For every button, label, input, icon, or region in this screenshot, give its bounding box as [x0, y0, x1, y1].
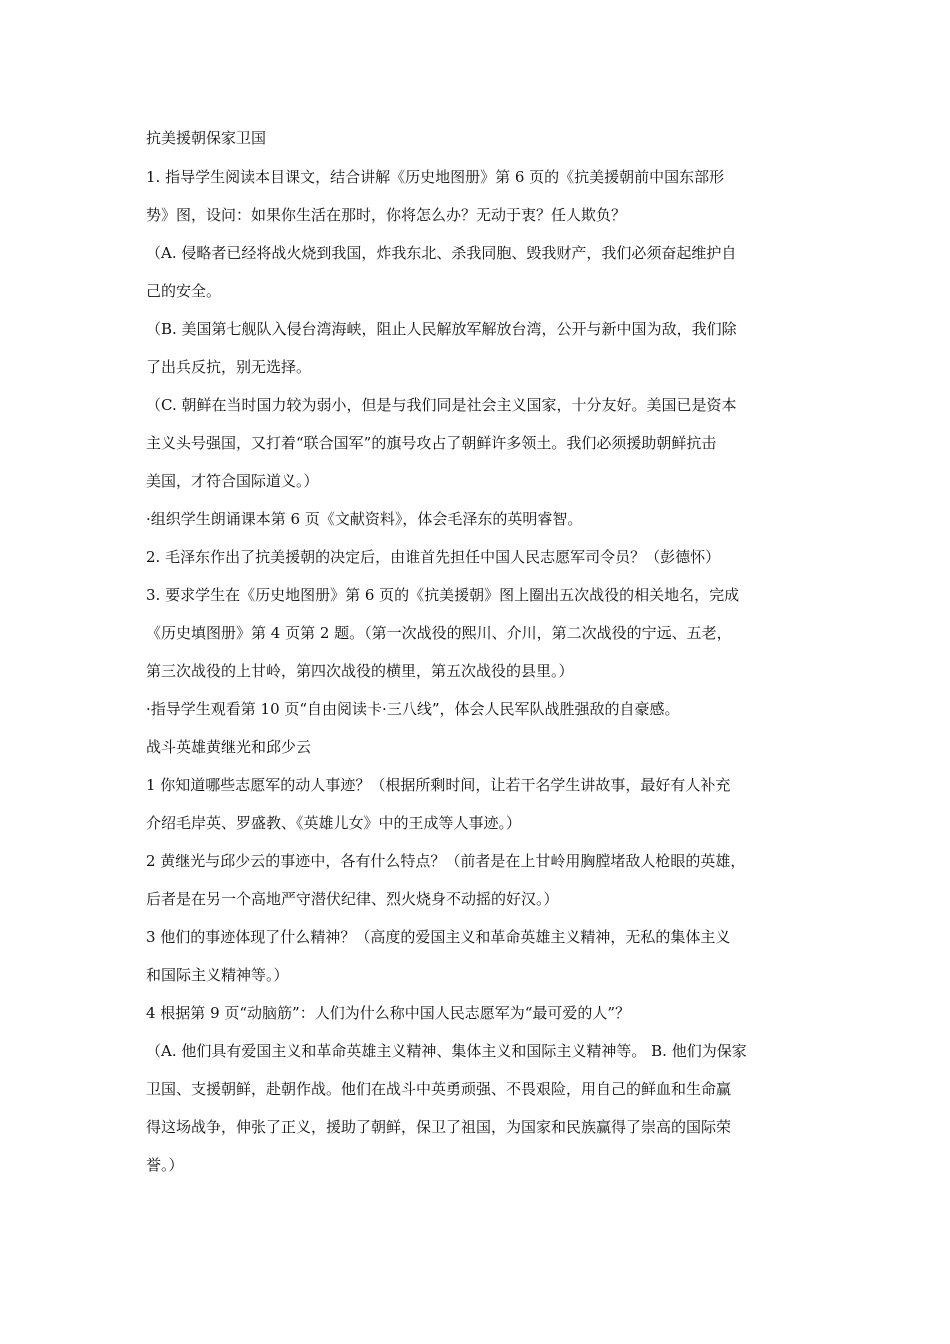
- text-line: 和国际主义精神等。）: [146, 966, 289, 984]
- text-line: 势》图，设问：如果你生活在那时，你将怎么办？无动于衷？任人欺负？: [146, 206, 627, 224]
- text-line: 1. 指导学生阅读本目课文，结合讲解《历史地图册》第 6 页的《抗美援朝前中国东部形: [146, 168, 725, 186]
- text-line: 得这场战争，伸张了正义，援助了朝鲜，保卫了祖国，为国家和民族赢得了崇高的国际荣: [146, 1118, 732, 1136]
- text-line: 2. 毛泽东作出了抗美援朝的决定后，由谁首先担任中国人民志愿军司令员？（彭德怀）: [146, 548, 721, 566]
- text-line: 己的安全。: [146, 282, 222, 300]
- text-line: ·指导学生观看第 10 页“自由阅读卡·三八线”，体会人民军队战胜强敌的自豪感。: [146, 700, 680, 718]
- text-line: 主义头号强国，又打着“联合国军”的旗号攻占了朝鲜许多领土。我们必须援助朝鲜抗击: [146, 434, 717, 452]
- text-line: 《历史填图册》第 4 页第 2 题。（第一次战役的熙川、介川，第二次战役的宁远、五老，: [146, 624, 732, 642]
- text-line: 卫国、支援朝鲜，赴朝作战。他们在战斗中英勇顽强、不畏艰险，用自己的鲜血和生命赢: [146, 1080, 732, 1098]
- text-line: 了出兵反抗，别无选择。: [146, 358, 312, 376]
- text-line: （A. 他们具有爱国主义和革命英雄主义精神、集体主义和国际主义精神等。 B. 他们为保家: [146, 1042, 747, 1060]
- text-line: （C. 朝鲜在当时国力较为弱小，但是与我们同是社会主义国家，十分友好。美国已是资本: [146, 396, 737, 414]
- text-line: 介绍毛岸英、罗盛教、《英雄儿女》中的王成等人事迹。）: [146, 814, 522, 832]
- text-line: 誉。）: [146, 1156, 184, 1174]
- text-line: 3. 要求学生在《历史地图册》第 6 页的《抗美援朝》图上圈出五次战役的相关地名，完成: [146, 586, 740, 604]
- text-line: 4 根据第 9 页“动脑筋”：人们为什么称中国人民志愿军为“最可爱的人”？: [146, 1004, 631, 1022]
- text-line: （B. 美国第七舰队入侵台湾海峡，阻止人民解放军解放台湾，公开与新中国为敌，我们除: [146, 320, 737, 338]
- text-line: 3 他们的事迹体现了什么精神？（高度的爱国主义和革命英雄主义精神，无私的集体主义: [146, 928, 731, 946]
- text-line: 2 黄继光与邱少云的事迹中，各有什么特点？（前者是在上甘岭用胸膛堵敌人枪眼的英雄，: [146, 852, 746, 870]
- text-line: 1 你知道哪些志愿军的动人事迹？（根据所剩时间，让若干名学生讲故事，最好有人补充: [146, 776, 731, 794]
- section-heading-1: 抗美援朝保家卫国: [146, 129, 267, 147]
- document-body: [146, 126, 826, 1184]
- text-line: 后者是在另一个高地严守潜伏纪律、烈火烧身不动摇的好汉。）: [146, 890, 559, 908]
- section-heading-2: 战斗英雄黄继光和邱少云: [146, 738, 312, 756]
- text-line: 美国，才符合国际道义。）: [146, 472, 319, 490]
- text-line: ·组织学生朗诵课本第 6 页《文献资料》，体会毛泽东的英明睿智。: [146, 510, 583, 528]
- text-line: （A. 侵略者已经将战火烧到我国，炸我东北、杀我同胞、毁我财产，我们必须奋起维护自: [146, 244, 737, 262]
- text-line: 第三次战役的上甘岭，第四次战役的横里，第五次战役的县里。）: [146, 662, 574, 680]
